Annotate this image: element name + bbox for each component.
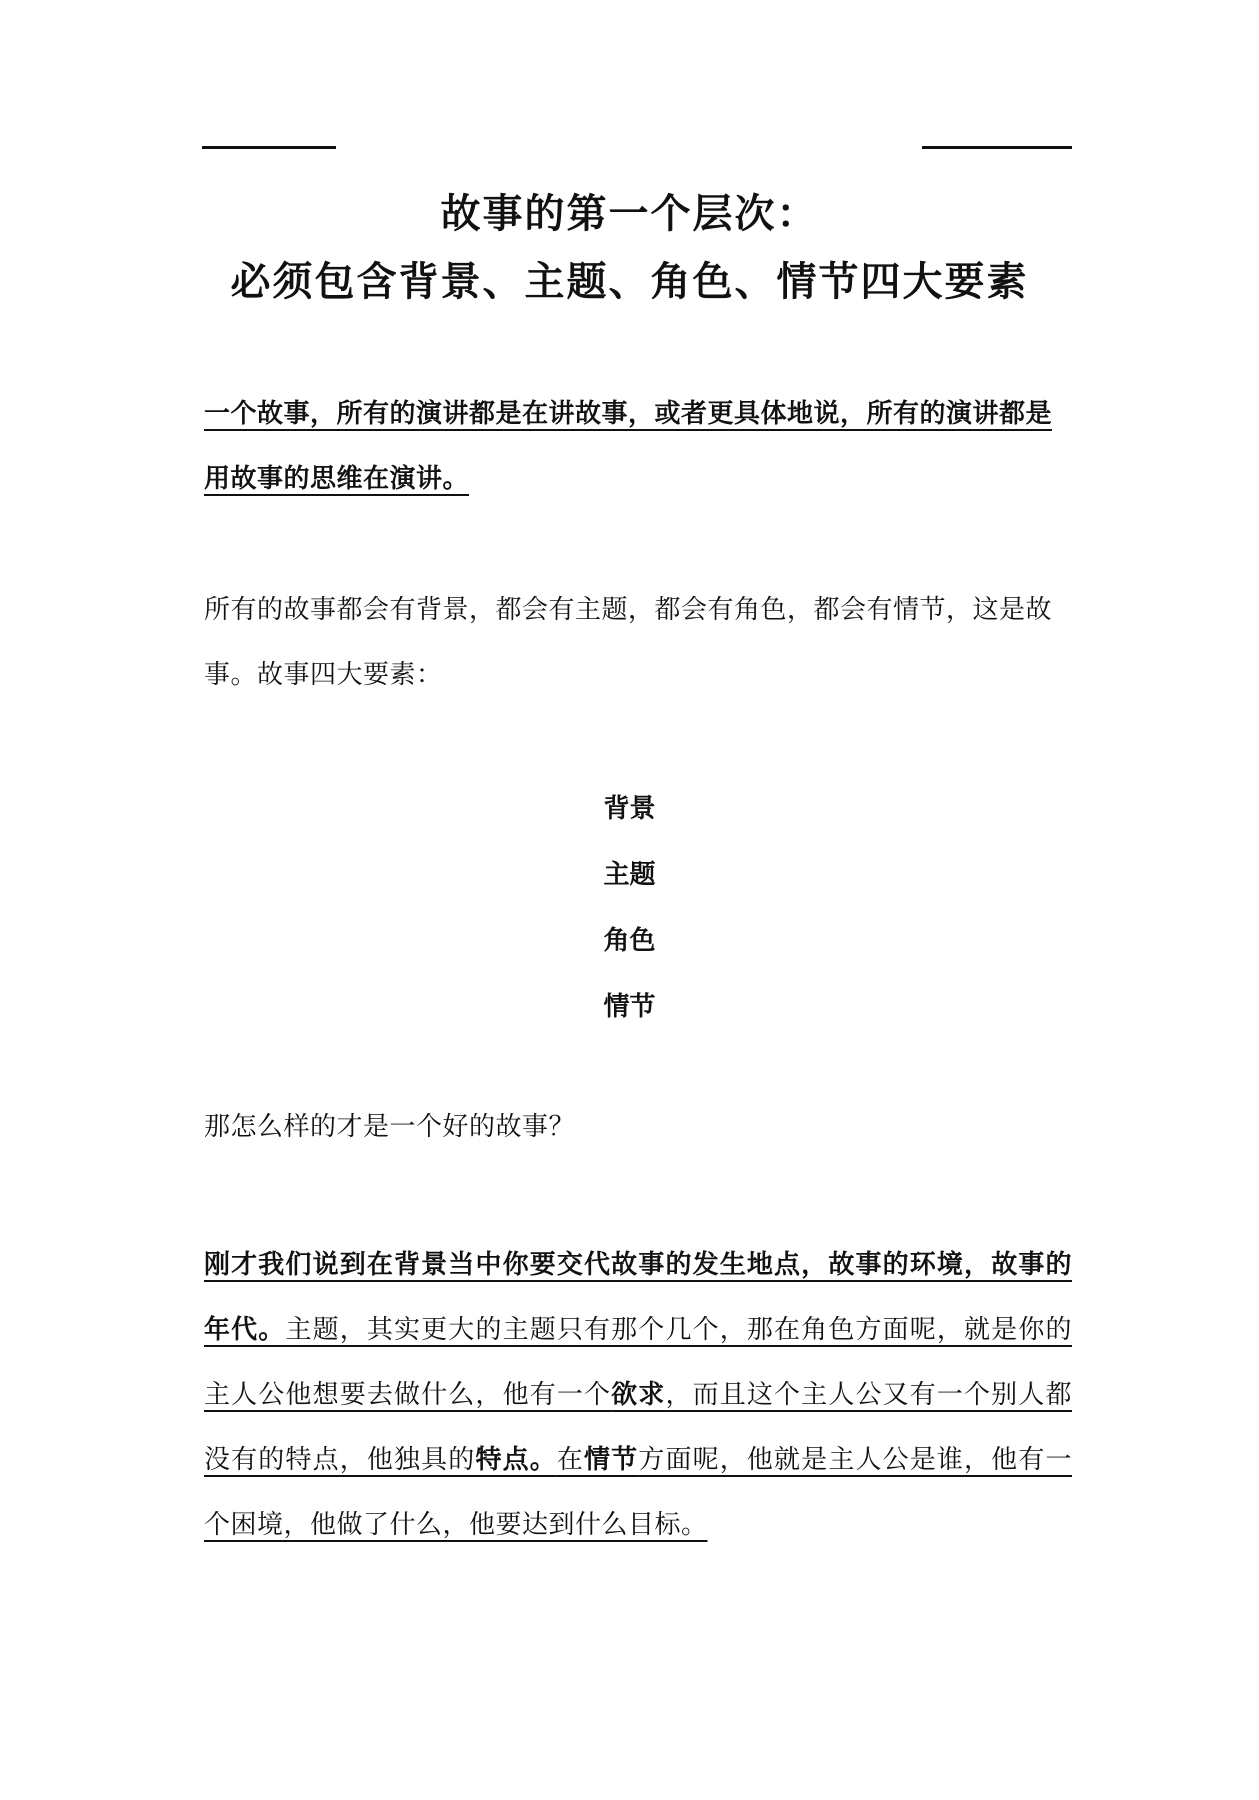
intro-paragraph: 一个故事，所有的演讲都是在讲故事，或者更具体地说，所有的演讲都是用故事的思维在演讲。 — [204, 399, 1053, 494]
closing-bold-trait: 特点。 — [475, 1445, 557, 1475]
closing-text: 方面呢，他就是主人公是谁，他有一个困境，他做了什么，他要达到什么目标。 — [204, 1445, 1072, 1540]
page-title-line-1: 故事的第一个层次： — [440, 191, 819, 237]
closing-paragraph — [204, 1233, 1072, 1558]
elements-intro-paragraph: 所有的故事都会有背景，都会有主题，都会有角色，都会有情节，这是故事。故事四大要素： — [204, 595, 1053, 690]
story-element-item: 情节 — [603, 992, 656, 1022]
closing-bold-setting: 刚才我们说到在背景当中你要交代故事的发生地点，故事的环境，故事的年代。 — [204, 1250, 1072, 1345]
story-element-item: 背景 — [603, 794, 656, 824]
closing-text: 主题，其实更大的主题只有那个几个，那在角色方面呢，就是你的主人公他想要去做什么，他有一个 — [204, 1315, 1072, 1410]
question-paragraph: 那怎么样的才是一个好的故事？ — [204, 1112, 576, 1142]
page-title-line-2: 必须包含背景、主题、角色、情节四大要素 — [230, 259, 1029, 305]
story-element-item: 角色 — [603, 926, 656, 956]
closing-bold-desire: 欲求 — [611, 1380, 666, 1410]
story-elements-list — [0, 776, 1259, 1040]
header-rule-left — [202, 146, 336, 149]
closing-text: 在 — [556, 1445, 585, 1475]
closing-text: ，而且这个主人公又有一个别人都没有的特点，他独具的 — [204, 1380, 1072, 1475]
closing-bold-plot: 情节 — [584, 1445, 639, 1475]
story-element-item: 主题 — [603, 860, 656, 890]
header-rule-right — [922, 146, 1072, 149]
